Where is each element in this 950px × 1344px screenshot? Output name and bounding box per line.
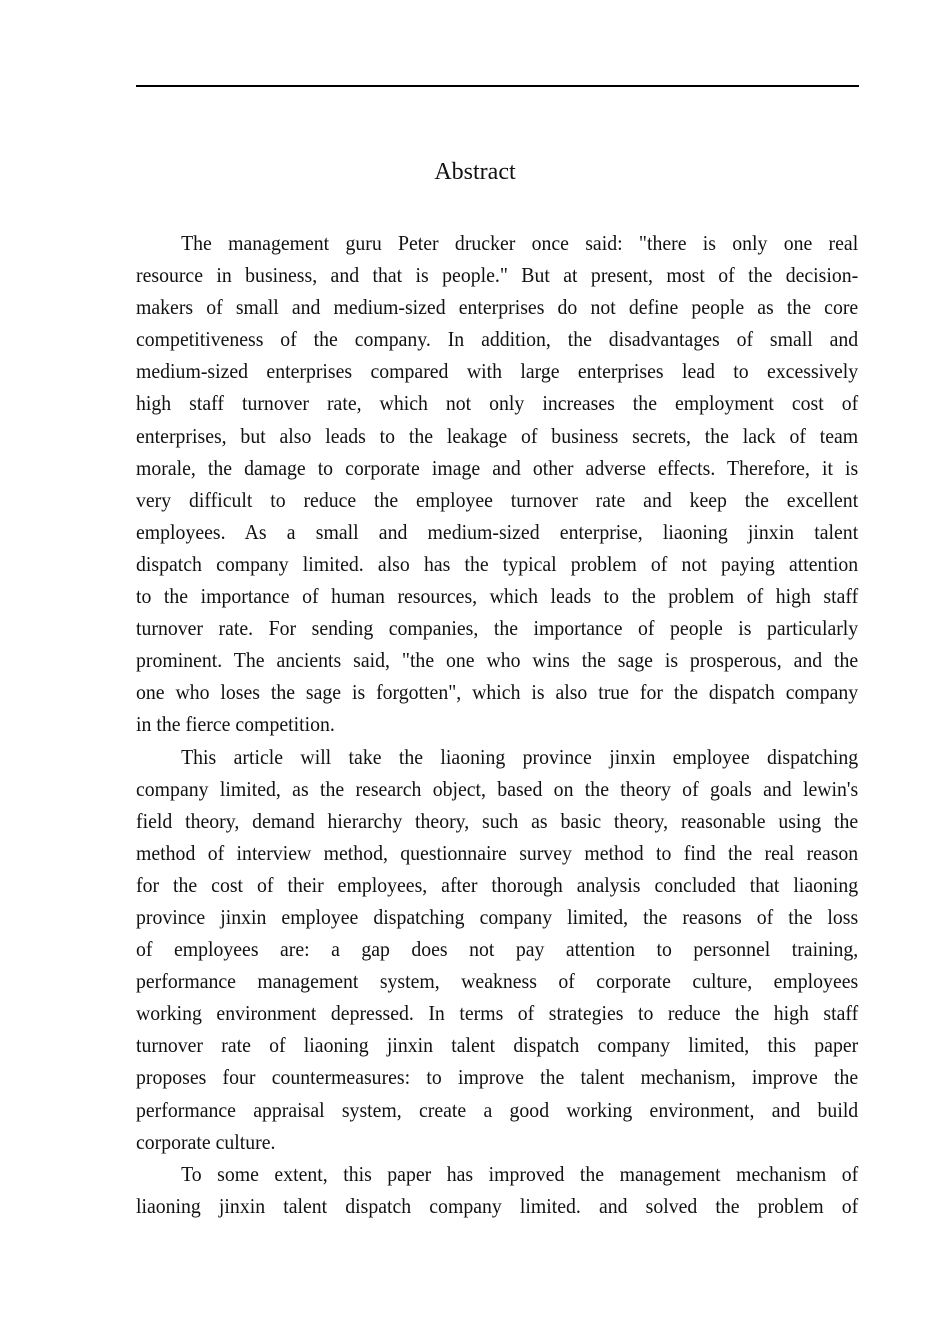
text-line: high staff turnover rate, which not only increases the employment cost of (136, 391, 859, 416)
text-line: working environment depressed. In terms of strategies to reduce the high staff (136, 1001, 859, 1026)
text-line: resource in business, and that is people." But at present, most of the decision- (136, 263, 859, 288)
text-line: enterprises, but also leads to the leakage of business secrets, the lack of team (136, 423, 859, 448)
text-line: corporate culture. (136, 1129, 276, 1154)
abstract-body (136, 227, 858, 1222)
text-line: to the importance of human resources, which leads to the problem of high staff (136, 584, 859, 609)
text-line: turnover rate. For sending companies, the importance of people is particularly (136, 616, 859, 641)
text-line: province jinxin employee dispatching company limited, the reasons of the loss (136, 904, 859, 929)
text-line: performance appraisal system, create a good working environment, and build (136, 1097, 859, 1122)
text-line: very difficult to reduce the employee turnover rate and keep the excellent (136, 487, 859, 512)
text-line: one who loses the sage is forgotten", which is also true for the dispatch company (136, 680, 859, 705)
text-line: for the cost of their employees, after thorough analysis concluded that liaoning (136, 872, 859, 897)
text-line: method of interview method, questionnaire survey method to find the real reason (136, 840, 859, 865)
text-line: employees. As a small and medium-sized enterprise, liaoning jinxin talent (136, 519, 859, 544)
header-rule (136, 85, 859, 87)
text-line: of employees are: a gap does not pay attention to personnel training, (136, 937, 859, 962)
text-line: liaoning jinxin talent dispatch company limited. and solved the problem of (136, 1193, 859, 1218)
text-line: prominent. The ancients said, "the one who wins the sage is prosperous, and the (136, 648, 859, 673)
text-line: medium-sized enterprises compared with large enterprises lead to excessively (136, 359, 859, 384)
text-line: competitiveness of the company. In addition, the disadvantages of small and (136, 327, 859, 352)
text-line: makers of small and medium-sized enterprises do not define people as the core (136, 295, 859, 320)
text-line: morale, the damage to corporate image and other adverse effects. Therefore, it is (136, 455, 859, 480)
text-line: turnover rate of liaoning jinxin talent dispatch company limited, this paper (136, 1033, 859, 1058)
text-line: in the fierce competition. (136, 712, 335, 737)
text-line: company limited, as the research object, based on the theory of goals and lewin's (136, 776, 859, 801)
text-line: proposes four countermeasures: to improve the talent mechanism, improve the (136, 1065, 859, 1090)
text-line: performance management system, weakness of corporate culture, employees (136, 969, 859, 994)
abstract-title: Abstract (434, 159, 516, 185)
paragraph (136, 741, 858, 1158)
text-line: This article will take the liaoning province jinxin employee dispatching (181, 744, 859, 769)
text-line: To some extent, this paper has improved the management mechanism of (181, 1161, 859, 1186)
text-line: dispatch company limited. also has the typical problem of not paying attention (136, 551, 859, 576)
text-line: The management guru Peter drucker once said: "there is only one real (181, 231, 859, 255)
text-line: field theory, demand hierarchy theory, such as basic theory, reasonable using the (136, 808, 859, 833)
paragraph (136, 1158, 858, 1222)
paragraph (136, 227, 858, 741)
